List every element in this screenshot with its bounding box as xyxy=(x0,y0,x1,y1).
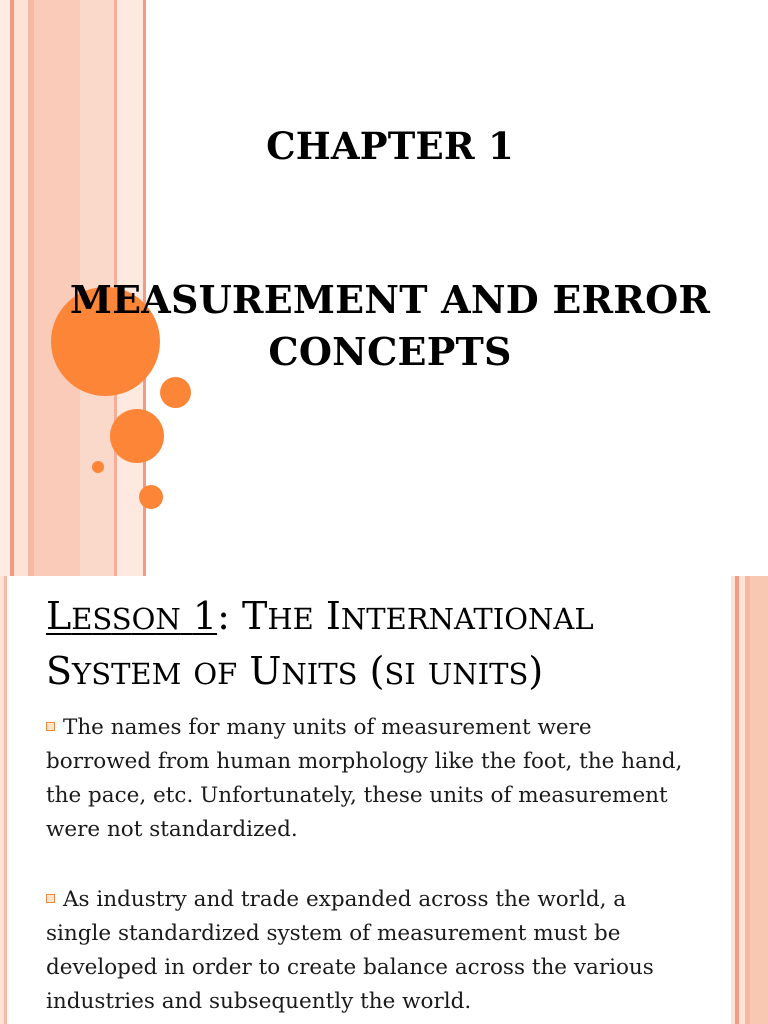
heading-title-line-2: SYSTEM OF UNITS (SI UNITS) xyxy=(46,649,544,693)
decor-circle xyxy=(160,377,191,408)
decor-circle xyxy=(92,461,104,473)
heading-title-line-1: THE INTERNATIONAL xyxy=(241,594,594,638)
square-bullet-icon xyxy=(46,722,55,731)
slide-title-line-1: MEASUREMENT AND ERROR xyxy=(69,277,711,322)
slide-title-line-2: CONCEPTS xyxy=(268,329,512,374)
decor-circle xyxy=(110,409,164,463)
lesson-label: LESSON 1 xyxy=(46,594,218,638)
bullet-paragraph xyxy=(46,711,686,847)
bullet-text: As industry and trade expanded across the world, a single standardized system of measurement must be developed in order to create balance across the various industries and subsequently the world. xyxy=(46,887,654,1014)
decor-stripe xyxy=(4,576,7,1024)
decor-circle xyxy=(139,485,163,509)
bullet-paragraph xyxy=(46,883,686,1019)
bullet-text: The names for many units of measurement were borrowed from human morphology like the foot, the hand, the pace, etc. Unfortunately, these units of measurement were not standardized. xyxy=(46,715,683,842)
chapter-title: CHAPTER 1 xyxy=(266,124,514,168)
lesson-heading xyxy=(46,590,726,700)
decor-stripe xyxy=(750,576,768,1024)
heading-separator: : xyxy=(217,594,230,638)
square-bullet-icon xyxy=(46,894,55,903)
